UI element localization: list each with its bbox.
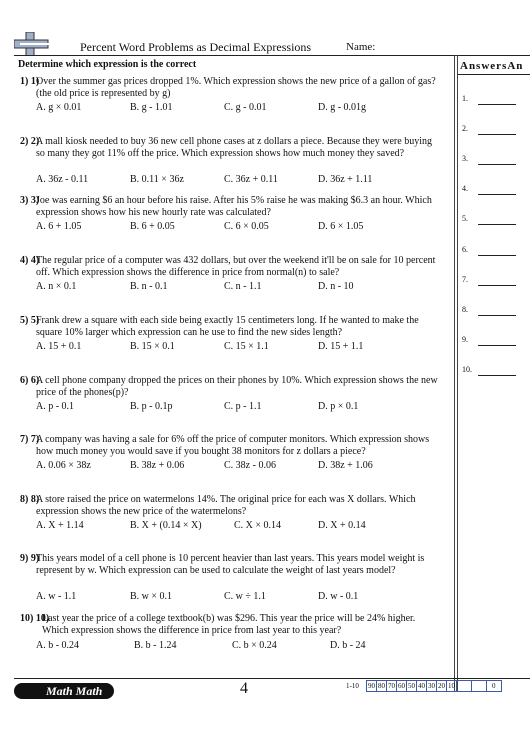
answer-blank[interactable] <box>478 255 516 256</box>
choice-c: C. n - 1.1 <box>224 281 262 292</box>
question-number: 8) 8) <box>20 494 40 505</box>
answer-line-10[interactable] <box>462 365 530 379</box>
question-text: A company was having a sale for 6% off the price of computer monitors. Which expression shows how much money you would save if you bought 38 monitors for z dollars a piece? <box>36 434 430 457</box>
answer-line-2[interactable] <box>462 124 530 138</box>
score-cell: 90 <box>368 682 375 690</box>
question-9 <box>20 553 446 605</box>
choice-a: A. w - 1.1 <box>36 591 77 602</box>
choice-c: C. w ÷ 1.1 <box>224 591 266 602</box>
score-cell: 70 <box>388 682 395 690</box>
score-cell <box>472 681 487 691</box>
choice-b: B. 15 × 0.1 <box>130 341 175 352</box>
question-10 <box>20 613 446 653</box>
choice-b: B. g - 1.01 <box>130 102 173 113</box>
score-cell: 50 <box>408 682 415 690</box>
answer-blank[interactable] <box>478 104 516 105</box>
question-number: 1) 1) <box>20 76 40 87</box>
answer-choices <box>36 591 440 603</box>
choice-a: A. b - 0.24 <box>36 640 80 651</box>
question-text: Frank drew a square with each side being exactly 15 centimeters long. If he wanted to make the square 10% larger which expression can he use to find the new sides length? <box>36 315 419 338</box>
answer-line-4[interactable] <box>462 184 530 198</box>
question-8 <box>20 494 446 534</box>
question-3 <box>20 195 446 235</box>
choice-a: A. X + 1.14 <box>36 520 84 531</box>
score-cell: 10 <box>448 682 455 690</box>
answer-number: 6. <box>462 245 468 254</box>
question-4 <box>20 255 446 295</box>
question-text: A mall kiosk needed to buy 36 new cell phone cases at z dollars a piece. Because they were buying so many they got 11% off the price. Which expression shows how much money they saved? <box>36 136 432 159</box>
answer-number: 9. <box>462 335 468 344</box>
score-cell: 60 <box>398 682 405 690</box>
choice-a: A. n × 0.1 <box>36 281 77 292</box>
answer-line-8[interactable] <box>462 305 530 319</box>
choice-c: C. g - 0.01 <box>224 102 267 113</box>
choice-c: C. p - 1.1 <box>224 401 262 412</box>
math-badge-label: Math Math <box>46 684 103 698</box>
question-number: 6) 6) <box>20 375 40 386</box>
answer-blank[interactable] <box>478 315 516 316</box>
choice-d: D. p × 0.1 <box>318 401 359 412</box>
answer-blank[interactable] <box>478 375 516 376</box>
question-2 <box>20 136 446 188</box>
answer-line-1[interactable] <box>462 94 530 108</box>
question-text: A cell phone company dropped the prices on their phones by 10%. Which expression shows the new price of the phones(p)? <box>36 375 438 398</box>
choice-d: D. 36z + 1.11 <box>318 174 373 185</box>
choice-b: B. 6 + 0.05 <box>130 221 175 232</box>
answer-number: 3. <box>462 154 468 163</box>
question-number: 3) 3) <box>20 195 40 206</box>
question-text: The regular price of a computer was 432 dollars, but over the weekend it'll be on sale for 10 percent off. Which expression shows the difference in price from normal(n) to sale? <box>36 255 436 278</box>
question-5 <box>20 315 446 355</box>
answer-number: 8. <box>462 305 468 314</box>
answer-number: 4. <box>462 184 468 193</box>
answer-number: 7. <box>462 275 468 284</box>
choice-b: B. b - 1.24 <box>134 640 177 651</box>
answer-number: 2. <box>462 124 468 133</box>
answer-line-3[interactable] <box>462 154 530 168</box>
choice-d: D. 38z + 1.06 <box>318 460 373 471</box>
page-number: 4 <box>240 680 248 697</box>
choice-a: A. 15 + 0.1 <box>36 341 82 352</box>
answer-line-7[interactable] <box>462 275 530 289</box>
answer-blank[interactable] <box>478 134 516 135</box>
header-divider <box>14 55 530 56</box>
choice-d: D. w - 0.1 <box>318 591 359 602</box>
answer-number: 5. <box>462 214 468 223</box>
choice-c: C. b × 0.24 <box>232 640 277 651</box>
question-7 <box>20 434 446 474</box>
answers-heading: AnswersAn <box>460 60 524 72</box>
answer-blank[interactable] <box>478 164 516 165</box>
question-1 <box>20 76 446 116</box>
choice-b: B. 38z + 0.06 <box>130 460 185 471</box>
name-label: Name: <box>346 41 376 53</box>
choice-d: D. g - 0.01g <box>318 102 367 113</box>
choice-a: A. 6 + 1.05 <box>36 221 82 232</box>
answer-column-divider-inner <box>457 55 458 691</box>
answer-blank[interactable] <box>478 194 516 195</box>
score-cell: 20 <box>438 682 445 690</box>
answers-heading-underline <box>458 74 530 75</box>
answer-column-divider <box>454 55 455 691</box>
answer-choices <box>36 174 440 186</box>
question-number: 7) 7) <box>20 434 40 445</box>
choice-d: D. b - 24 <box>330 640 366 651</box>
question-text: This years model of a cell phone is 10 percent heavier than last years. This years model weight is represent by w. Which expression can be used to calculate the weight of last years model? <box>36 553 425 576</box>
score-cell: 30 <box>428 682 435 690</box>
score-cell: 0 <box>492 682 496 690</box>
choice-d: D. 6 × 1.05 <box>318 221 364 232</box>
question-number: 5) 5) <box>20 315 40 326</box>
choice-d: D. X + 0.14 <box>318 520 366 531</box>
question-text: A store raised the price on watermelons 14%. The original price for each was X dollars. Which expression shows the new price of the watermelons? <box>36 494 416 517</box>
score-table <box>366 680 502 692</box>
score-cell: 80 <box>378 682 385 690</box>
choice-c: C. 36z + 0.11 <box>224 174 278 185</box>
score-cell <box>457 681 472 691</box>
choice-a: A. g × 0.01 <box>36 102 82 113</box>
question-number: 2) 2) <box>20 136 40 147</box>
choice-c: C. X × 0.14 <box>234 520 282 531</box>
answer-choices <box>36 401 440 413</box>
choice-c: C. 15 × 1.1 <box>224 341 269 352</box>
answer-line-6[interactable] <box>462 245 530 259</box>
answer-choices <box>36 221 440 233</box>
answer-choices <box>36 460 440 472</box>
choice-a: A. 36z - 0.11 <box>36 174 89 185</box>
question-text: Last year the price of a college textbook(b) was $296. This year the price will be 24% higher. Which expression shows the difference in price from last year to this year? <box>42 613 416 636</box>
footer-divider <box>14 678 530 679</box>
question-number: 4) 4) <box>20 255 40 266</box>
answer-blank[interactable] <box>478 345 516 346</box>
answer-choices <box>36 341 440 353</box>
answer-choices <box>36 102 440 114</box>
score-range-label: 1-10 <box>346 682 359 690</box>
answer-blank[interactable] <box>478 224 516 225</box>
answer-number: 1. <box>462 94 468 103</box>
choice-a: A. 0.06 × 38z <box>36 460 91 471</box>
answer-choices <box>36 281 440 293</box>
choice-b: B. X + (0.14 × X) <box>130 520 202 531</box>
worksheet-title: Percent Word Problems as Decimal Expressions <box>80 40 312 54</box>
choice-b: B. n - 0.1 <box>130 281 168 292</box>
score-cell: 40 <box>418 682 425 690</box>
choice-b: B. w × 0.1 <box>130 591 173 602</box>
answer-choices <box>36 640 440 652</box>
choice-b: B. p - 0.1p <box>130 401 173 412</box>
choice-d: D. n - 10 <box>318 281 354 292</box>
math-logo-cross-icon <box>14 32 54 56</box>
question-number: 10) 10) <box>20 613 50 624</box>
answer-line-5[interactable] <box>462 214 530 228</box>
question-6 <box>20 375 446 415</box>
choice-d: D. 15 + 1.1 <box>318 341 364 352</box>
question-number: 9) 9) <box>20 553 40 564</box>
answer-line-9[interactable] <box>462 335 530 349</box>
choice-c: C. 38z - 0.06 <box>224 460 276 471</box>
choice-a: A. p - 0.1 <box>36 401 75 412</box>
question-text: Joe was earning $6 an hour before his raise. After his 5% raise he was making $6.3 an hour. Which expression shows how his new hourly rate was calculated? <box>36 195 432 218</box>
question-text: Over the summer gas prices dropped 1%. Which expression shows the new price of a gallon of gas? (the old price is represented by g) <box>36 76 436 99</box>
answer-number: 10. <box>462 365 472 374</box>
choice-b: B. 0.11 × 36z <box>130 174 184 185</box>
instruction-text: Determine which expression is the correct <box>18 59 197 70</box>
answer-blank[interactable] <box>478 285 516 286</box>
choice-c: C. 6 × 0.05 <box>224 221 269 232</box>
answer-choices <box>36 520 440 532</box>
